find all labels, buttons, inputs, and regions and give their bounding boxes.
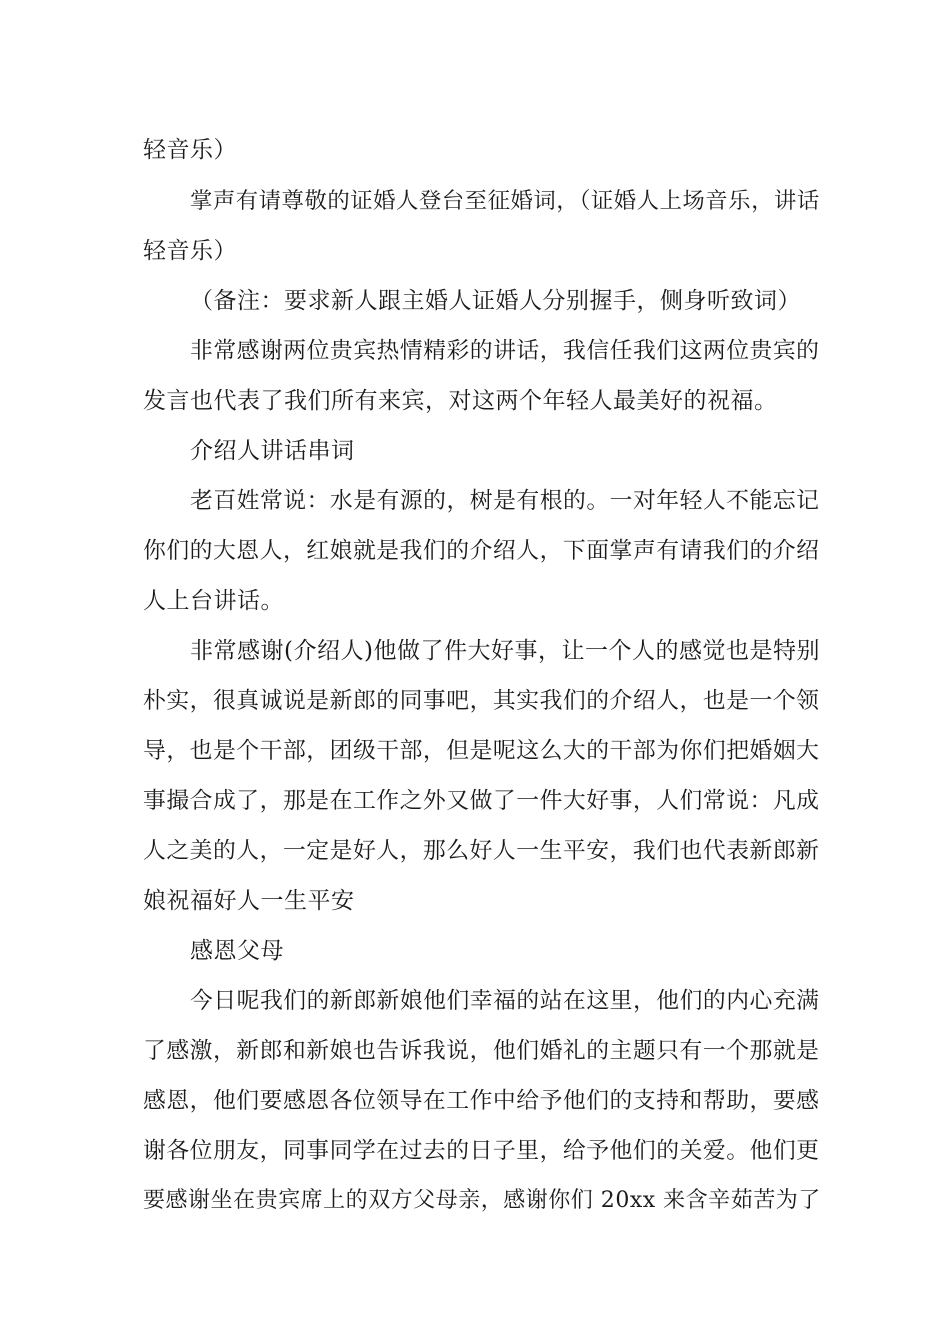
paragraph-start: 今日呢我们的新郎新娘他们幸福的站在这里，他们的内心充满: [190, 988, 820, 1014]
text-line: 感恩，他们要感恩各位领导在工作中给予他们的支持和帮助，要感: [143, 1088, 820, 1114]
paragraph-start: 非常感谢(介绍人)他做了件大好事，让一个人的感觉也是特别: [190, 638, 820, 664]
text-line: 人之美的人，一定是好人，那么好人一生平安，我们也代表新郎新: [143, 838, 820, 864]
text-line: 轻音乐）: [143, 137, 237, 163]
text-line: 轻音乐）: [143, 238, 237, 264]
text-line: 要感谢坐在贵宾席上的双方父母亲，感谢你们 20xx 来含辛茹苦为了: [143, 1188, 821, 1213]
text-line: 谢各位朋友，同事同学在过去的日子里，给予他们的关爱。他们更: [143, 1138, 820, 1164]
section-heading: 感恩父母: [190, 938, 284, 964]
paragraph-start: （备注：要求新人跟主婚人证婚人分别握手，侧身听致词）: [190, 288, 801, 314]
text-line: 事撮合成了，那是在工作之外又做了一件大好事，人们常说：凡成: [143, 788, 820, 814]
paragraph-start: 老百姓常说：水是有源的，树是有根的。一对年轻人不能忘记: [190, 488, 820, 514]
paragraph-start: 掌声有请尊敬的证婚人登台至征婚词，（证婚人上场音乐，讲话: [190, 188, 820, 214]
text-line: 了感激，新郎和新娘也告诉我说，他们婚礼的主题只有一个那就是: [143, 1038, 820, 1064]
text-line: 人上台讲话。: [143, 588, 284, 614]
text-line: 发言也代表了我们所有来宾，对这两个年轻人最美好的祝福。: [143, 388, 778, 414]
text-line: 朴实，很真诚说是新郎的同事吧，其实我们的介绍人，也是一个领: [143, 688, 820, 714]
text-line: 你们的大恩人，红娘就是我们的介绍人，下面掌声有请我们的介绍: [143, 538, 820, 564]
text-line: 娘祝福好人一生平安: [143, 888, 355, 914]
section-heading: 介绍人讲话串词: [190, 438, 355, 464]
paragraph-start: 非常感谢两位贵宾热情精彩的讲话，我信任我们这两位贵宾的: [190, 338, 820, 364]
text-line: 导，也是个干部，团级干部，但是呢这么大的干部为你们把婚姻大: [143, 738, 820, 764]
